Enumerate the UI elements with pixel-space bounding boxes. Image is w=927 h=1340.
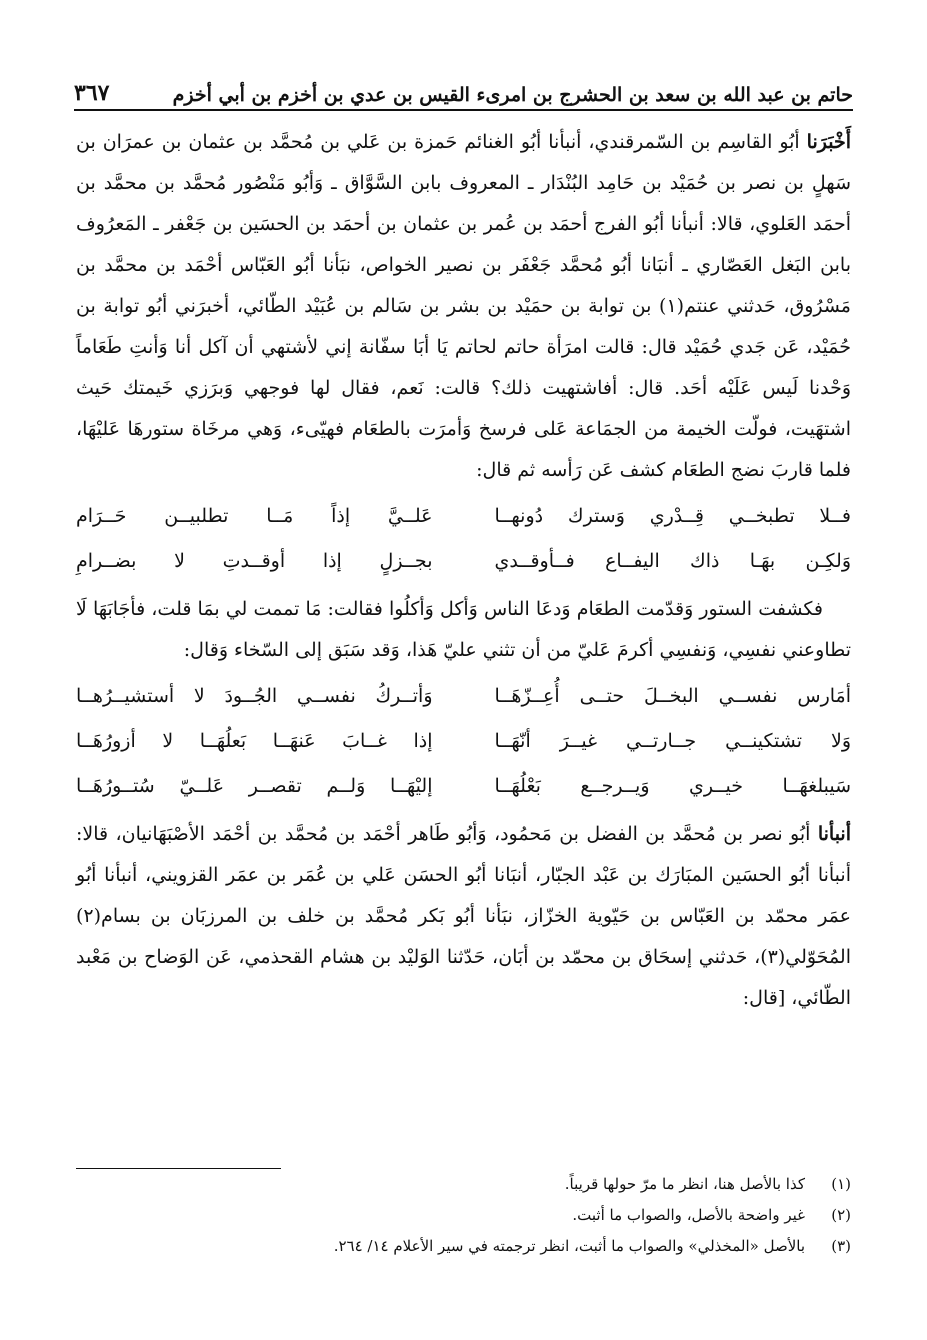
footnote-2 xyxy=(76,1200,851,1231)
footnote-text: كذا بالأصل هنا، انظر ما مرّ حولها قريباً. xyxy=(564,1175,805,1193)
verse xyxy=(76,763,851,808)
verse-first-half: وَلا تشتكينــي جــارتــي غيــرَ أنّهَــا xyxy=(494,729,851,752)
main-text xyxy=(76,122,851,1019)
footnote-text: بالأصل «المخذلي» والصواب ما أثبت، انظر ترجمته في سير الأعلام ١٤/ ٢٦٤. xyxy=(333,1237,805,1255)
running-title: حاتم بن عبد الله بن سعد بن الحشرج بن امرىء القيس بن عدي بن أخزم بن أبي أخزم xyxy=(172,84,853,106)
footnote-number: (١) xyxy=(831,1175,851,1193)
verse xyxy=(76,538,851,583)
page-number: ٣٦٧ xyxy=(74,80,110,106)
page-header xyxy=(74,66,853,106)
poem-1 xyxy=(76,493,851,583)
verse-first-half: فــلا تطبخــي قِــدْري وَسترك دُونهــا xyxy=(494,504,851,527)
verse-second-half: عَلــيَّ إذاً مَــا تطلبيــن حَــرَام xyxy=(76,504,433,527)
paragraph-2: فكشفت الستور وَقدّمت الطعَام وَدعَا الناس وَأكل وَأكلُوا فقالت: مَا تممت لي بمَا قلت، فأجَابَهَا لَا تطاوعني نفسِي، وَنفسِي أكرمَ عَليّ من أن تثني عليّ هَذا، وَقد سَبَق إلى السّخاء وَقال: xyxy=(76,598,851,661)
header-rule xyxy=(74,109,853,111)
verse-second-half: إذا غــابَ عَنهَــا بَعلُهَــا لا أزورُهَــا xyxy=(76,729,433,752)
verse-second-half: وَأتــركُ نفســي الجُــودَ لا أستشيــرُهــا xyxy=(76,684,433,707)
paragraph-3-lead: أنبأنا xyxy=(817,823,851,845)
footnote-number: (٢) xyxy=(831,1206,851,1224)
footnotes xyxy=(76,1168,851,1262)
verse-first-half: أمَارس نفســي البخــلَ حتــى أُعِــزّهَــا xyxy=(494,684,851,707)
verse-second-half: إليْهَــا وَلــم تقصــر عَلــيّ سُتــورُهَــا xyxy=(76,774,433,797)
verse-first-half: وَلكِـن بهَـا ذاك اليفــاع فــأوقــدي xyxy=(494,549,851,572)
verse xyxy=(76,673,851,718)
poem-2 xyxy=(76,673,851,808)
paragraph-1 xyxy=(76,122,851,491)
footnote-1 xyxy=(76,1169,851,1200)
verse-second-half: بجــزلٍ إذا أوقــدتِ لا بضــرامِ xyxy=(76,549,433,572)
paragraph-3 xyxy=(76,814,851,1019)
verse-first-half: سَيبلغهَــا خيــري وَيــرجــع بَعْلُهَــا xyxy=(494,774,851,797)
footnote-number: (٣) xyxy=(831,1237,851,1255)
footnote-3 xyxy=(76,1231,851,1262)
paragraph-3-text: أبُو نصر بن مُحمَّد بن الفضل بن مَحمُود، وَأبُو طَاهر أحْمَد بن مُحمَّد بن أحْمَد الأصْبَهَانيان، قالا: أنبأنا أبُو الحسَين المبَارَك بن عَبْد الجبّار، أنبَانا أبُو الحسَن عَلي بن عُمَر بن عمَر القزويني، أنبأنا أبُو عمَر محمّد بن العَبّاس بن حَيّوية الخزّاز، نبَأنا أبُو بَكر مُحمَّد بن خلف بن المرزبَان بن بسام(٢) المُحَوّلي(٣)، حَدثني إسحَاق بن محمّد بن أبَان، حَدّثنا الوَليْد بن هشام القحذمي، عَن الوَضاح بن مَعْبد الطّائي، [قال: xyxy=(76,823,851,1009)
footnote-text: غير واضحة بالأصل، والصواب ما أثبت. xyxy=(572,1206,805,1224)
verse xyxy=(76,718,851,763)
paragraph-1-text: أبُو القاسِم بن السّمرقندي، أنبأنا أبُو الغنائم حَمزة بن عَلي بن مُحمَّد بن عثمان بن عمرَان بن سَهلٍ بن نصر بن حُمَيْد بن حَامِد البُنْدَار ـ المعروف بابن السَّوَّاق ـ وَأبُو مَنْصُور مُحمَّد بن محمَّد بن أحمَد العَلوي، قالا: أنبأنا أبُو الفرج أحمَد بن عُمر بن عثمان بن أحمَد بن الحسَين بن جَعْفر ـ المَعرُوف بابن البَغل العَصّاري ـ أنبَانا أبُو مُحمَّد جَعْفَر بن نصير الخواص، نبَأنا أبُو العَبّاس أحْمَد بن محمَّد بن مَسْرُوق، حَدثني عنتم(١) بن توابة بن حمَيْد بن بشر بن سَالم بن عُبَيْد الطّائي، أخبرَني أبُو توابة بن حُمَيْد، عَن جَدي حُمَيْد قال: قالت امرَأة حاتم لحاتم يَا أبَا سفّانة إني لأشتهي أن آكل أنا وَأنتِ طَعَاماً وَحْدنا لَيس عَلَيْه أحَد. قال: أفاشتهيت ذلك؟ قالت: نَعم، فقال لها فوجهي وَبرَزي خَيمتك حَيث اشتهَيت، فولّت الخيمة من الجمَاعة عَلى فرسخ وَأمرَت بالطعَام فهيّىء، وَهي مرخَاة ستورهَا عَليْهَا، فلما قاربَ نضج الطعَام كشف عَن رَأسه ثم قال: xyxy=(76,131,851,481)
paragraph-1-lead: أَخْبَرَنا xyxy=(806,131,851,153)
verse xyxy=(76,493,851,538)
